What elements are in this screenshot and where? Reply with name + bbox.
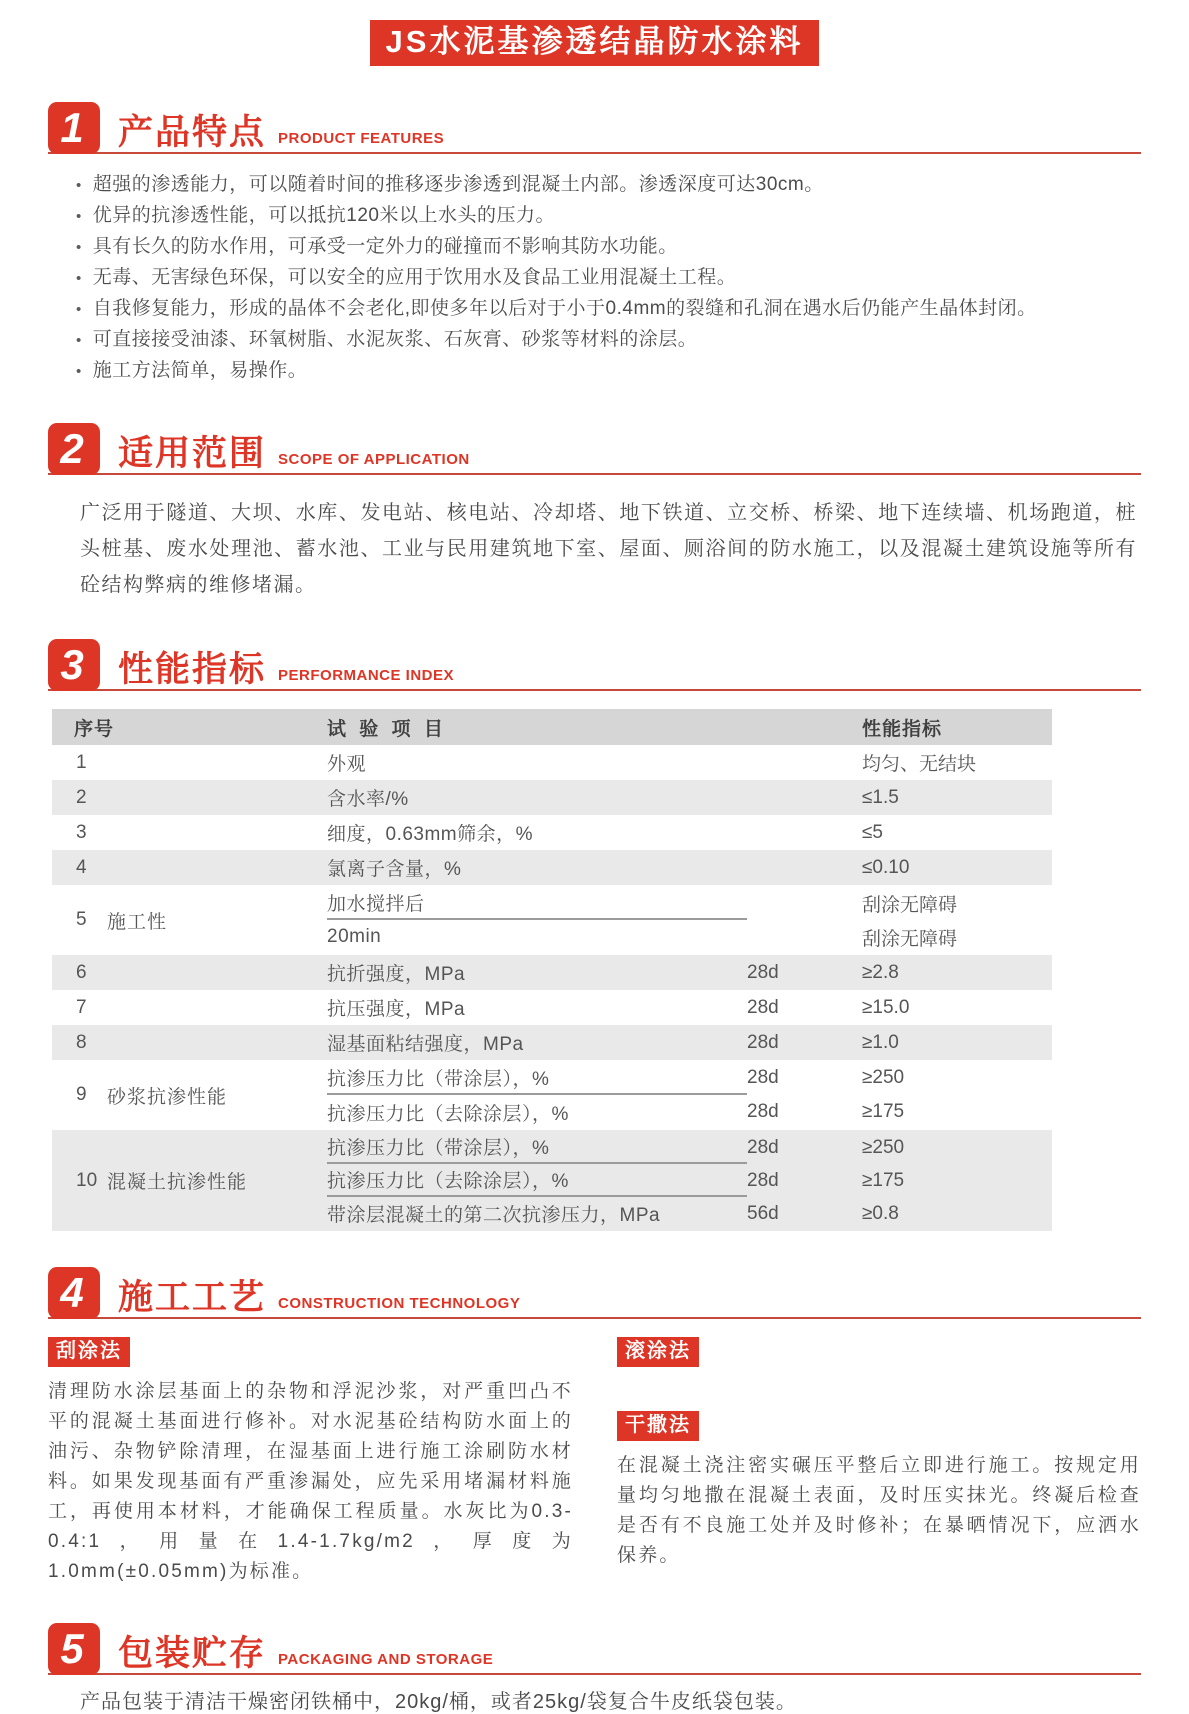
cell-no: 10 <box>76 1169 98 1191</box>
cell-index-value: 刮涂无障碍 <box>862 894 958 916</box>
performance-table <box>52 709 1052 1231</box>
cell-category <box>107 746 327 779</box>
method-tag-scrape: 刮涂法 <box>48 1337 130 1367</box>
cell-index-value: ≥1.0 <box>862 1031 899 1053</box>
cell-age: 28d <box>747 996 779 1018</box>
section-number-badge: 4 <box>48 1267 100 1319</box>
table-row <box>52 815 1052 850</box>
feature-item: • 超强的渗透能力，可以随着时间的推移逐步渗透到混凝土内部。渗透深度可达30cm。 <box>76 170 1141 201</box>
page-header <box>0 0 1189 66</box>
table-sub-row <box>327 1197 1052 1230</box>
table-sub-row <box>327 1061 1052 1095</box>
table-sub-row <box>327 816 1052 849</box>
cell-index-value: ≤5 <box>862 821 883 843</box>
cell-index-value: ≥250 <box>862 1136 905 1158</box>
feature-item: • 具有长久的防水作用，可承受一定外力的碰撞而不影响其防水功能。 <box>76 232 1141 263</box>
cell-age: 28d <box>747 1031 779 1053</box>
section-title-en: PACKAGING AND STORAGE <box>278 1651 494 1669</box>
section-title-en: SCOPE OF APPLICATION <box>278 451 470 469</box>
section-title-cn: 适用范围 <box>118 434 267 474</box>
sub-rows <box>327 1131 1052 1230</box>
table-sub-row <box>327 920 1052 954</box>
column-header-index: 性能指标 <box>862 718 943 740</box>
cell-test-item: 抗渗压力比（去除涂层），% <box>327 1164 747 1197</box>
section-title-cn: 施工工艺 <box>118 1278 267 1318</box>
cell-no: 9 <box>76 1084 87 1106</box>
table-row <box>52 955 1052 990</box>
cell-no: 8 <box>76 1031 87 1053</box>
cell-category <box>107 816 327 849</box>
feature-item: • 施工方法简单，易操作。 <box>76 356 1141 387</box>
section-title-cn: 产品特点 <box>118 113 267 153</box>
cell-category: 施工性 <box>107 911 168 933</box>
sub-rows <box>327 991 1052 1024</box>
table-row <box>52 850 1052 885</box>
product-title-banner: JS水泥基渗透结晶防水涂料 <box>370 20 820 66</box>
table-row <box>52 745 1052 780</box>
cell-category <box>107 991 327 1024</box>
cell-test-item: 抗渗压力比（带涂层），% <box>327 1131 747 1164</box>
cell-test-item: 20min <box>327 926 382 948</box>
cell-no: 3 <box>76 821 87 843</box>
table-row <box>52 780 1052 815</box>
cell-category: 砂浆抗渗性能 <box>107 1086 228 1108</box>
sub-rows <box>327 1026 1052 1059</box>
cell-no: 6 <box>76 961 87 983</box>
method-text-dry-sprinkle: 在混凝土浇注密实碾压平整后立即进行施工。按规定用量均匀地撒在混凝土表面，及时压实抹光。终凝后检查是否有不良施工处并及时修补；在暴晒情况下，应洒水保养。 <box>617 1455 1141 1567</box>
section-title-cn: 性能指标 <box>118 650 267 690</box>
cell-test-item: 细度，0.63mm筛余，% <box>327 824 534 846</box>
spacer <box>617 1367 1141 1411</box>
table-body <box>52 745 1052 1231</box>
sub-rows <box>327 886 1052 954</box>
cell-index-value: ≥175 <box>862 1101 905 1123</box>
table-sub-row <box>327 746 1052 779</box>
table-sub-row <box>327 956 1052 989</box>
feature-item: • 可直接接受油漆、环氧树脂、水泥灰浆、石灰膏、砂浆等材料的涂层。 <box>76 325 1141 356</box>
section-number-badge: 2 <box>48 423 100 475</box>
section-title-en: PERFORMANCE INDEX <box>278 667 455 685</box>
feature-item: • 无毒、无害绿色环保，可以安全的应用于饮用水及食品工业用混凝土工程。 <box>76 263 1141 294</box>
cell-index-value: ≤0.10 <box>862 856 910 878</box>
packaging-paragraph: 产品包装于清洁干燥密闭铁桶中，20kg/桶，或者25kg/袋复合牛皮纸袋包装。 <box>80 1691 797 1714</box>
table-sub-row <box>327 886 1052 920</box>
cell-test-item: 抗渗压力比（带涂层），% <box>327 1061 747 1095</box>
cell-category <box>107 781 327 814</box>
feature-item: • 优异的抗渗透性能，可以抵抗120米以上水头的压力。 <box>76 201 1141 232</box>
section-number-badge: 5 <box>48 1623 100 1675</box>
method-tag-roller: 滚涂法 <box>617 1337 699 1367</box>
cell-category: 混凝土抗渗性能 <box>107 1172 248 1194</box>
table-sub-row <box>327 1026 1052 1059</box>
cell-no: 5 <box>76 909 87 931</box>
cell-test-item: 带涂层混凝土的第二次抗渗压力，MPa <box>327 1205 661 1227</box>
cell-age: 28d <box>747 961 779 983</box>
cell-category <box>107 851 327 884</box>
table-row <box>52 885 1052 955</box>
table-row <box>52 990 1052 1025</box>
cell-index-value: ≥15.0 <box>862 996 910 1018</box>
feature-item: • 自我修复能力，形成的晶体不会老化,即使多年以后对于小于0.4mm的裂缝和孔洞在遇水后仍能产生晶体封闭。 <box>76 294 1141 325</box>
section-title-en: PRODUCT FEATURES <box>278 130 445 148</box>
cell-test-item: 外观 <box>327 754 367 776</box>
cell-test-item: 抗渗压力比（去除涂层），% <box>327 1103 569 1125</box>
cell-index-value: ≤1.5 <box>862 786 899 808</box>
section-title-en: CONSTRUCTION TECHNOLOGY <box>278 1295 521 1313</box>
cell-test-item: 抗压强度，MPa <box>327 999 466 1021</box>
section-title-cn: 包装贮存 <box>118 1634 267 1674</box>
method-scrape-coating <box>48 1337 573 1587</box>
feature-list <box>76 170 1141 387</box>
cell-age: 28d <box>747 1136 779 1158</box>
scope-paragraph: 广泛用于隧道、大坝、水库、发电站、核电站、冷却塔、地下铁道、立交桥、桥梁、地下连续墙、机场跑道，桩头桩基、废水处理池、蓄水池、工业与民用建筑地下室、屋面、厕浴间的防水施工，以及混凝土建筑设施等所有砼结构弊病的维修堵漏。 <box>80 502 1137 597</box>
cell-age: 56d <box>747 1202 779 1224</box>
cell-age: 28d <box>747 1169 779 1191</box>
table-sub-row <box>327 1131 1052 1164</box>
cell-test-item: 湿基面粘结强度，MPa <box>327 1034 524 1056</box>
section-header-scope <box>48 421 1141 475</box>
cell-test-item: 抗折强度，MPa <box>327 964 466 986</box>
table-row <box>52 1130 1052 1231</box>
construction-columns <box>48 1337 1141 1587</box>
document-body <box>0 100 1189 1714</box>
section-header-performance-index <box>48 637 1141 691</box>
section-header-construction <box>48 1265 1141 1319</box>
cell-no: 1 <box>76 751 87 773</box>
cell-age: 28d <box>747 1067 779 1089</box>
cell-index-value: 刮涂无障碍 <box>862 928 958 950</box>
sub-rows <box>327 781 1052 814</box>
sub-rows <box>327 816 1052 849</box>
table-sub-row <box>327 991 1052 1024</box>
table-sub-row <box>327 851 1052 884</box>
column-header-no: 序号 <box>74 718 115 740</box>
cell-test-item: 加水搅拌后 <box>327 886 747 920</box>
section-number-badge: 3 <box>48 639 100 691</box>
cell-index-value: 均匀、无结块 <box>862 754 977 776</box>
cell-no: 4 <box>76 856 87 878</box>
sub-rows <box>327 956 1052 989</box>
cell-index-value: ≥0.8 <box>862 1202 899 1224</box>
cell-no: 2 <box>76 786 87 808</box>
cell-category <box>107 1026 327 1059</box>
cell-index-value: ≥175 <box>862 1169 905 1191</box>
cell-no: 7 <box>76 996 87 1018</box>
sub-rows <box>327 851 1052 884</box>
method-text-scrape: 清理防水涂层基面上的杂物和浮泥沙浆，对严重凹凸不平的混凝土基面进行修补。对水泥基砼结构防水面上的油污、杂物铲除清理，在湿基面上进行施工涂刷防水材料。如果发现基面有严重渗漏处，应先采用堵漏材料施工，再使用本材料，才能确保工程质量。水灰比为0.3-0.4:1，用量在1.4-1.7kg/m2，厚度为1.0mm(±0.05mm)为标准。 <box>48 1381 573 1583</box>
table-sub-row <box>327 1164 1052 1197</box>
cell-age: 28d <box>747 1101 779 1123</box>
table-header-row <box>52 709 1052 745</box>
cell-category <box>107 956 327 989</box>
cell-test-item: 氯离子含量，% <box>327 859 462 881</box>
cell-index-value: ≥2.8 <box>862 961 899 983</box>
section-header-product-features <box>48 100 1141 154</box>
method-column-right <box>617 1337 1141 1587</box>
table-row <box>52 1025 1052 1060</box>
method-tag-dry-sprinkle: 干撒法 <box>617 1411 699 1441</box>
sub-rows <box>327 1061 1052 1129</box>
cell-index-value: ≥250 <box>862 1067 905 1089</box>
sub-rows <box>327 746 1052 779</box>
table-row <box>52 1060 1052 1130</box>
section-number-badge: 1 <box>48 102 100 154</box>
table-sub-row <box>327 1095 1052 1129</box>
section-header-packaging <box>48 1621 1141 1675</box>
cell-test-item: 含水率/% <box>327 789 409 811</box>
column-header-item: 试 验 项 目 <box>327 718 447 740</box>
table-sub-row <box>327 781 1052 814</box>
